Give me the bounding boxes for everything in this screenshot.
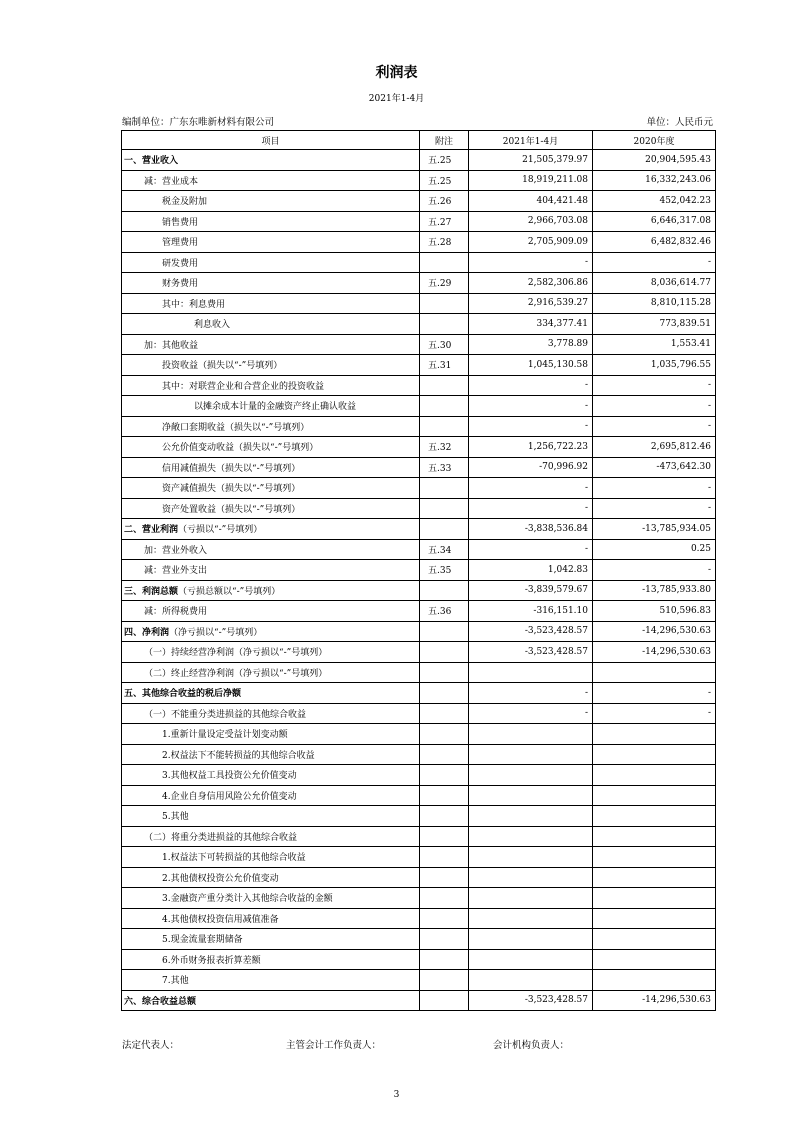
table-row [122,457,716,478]
row-value-2020 [593,826,716,847]
row-value-2021: 334,377.41 [469,314,593,335]
row-item [122,908,420,929]
table-row [122,765,716,786]
row-value-2021: 2,966,703.08 [469,211,593,232]
table-row [122,806,716,827]
row-item [122,252,420,273]
row-value-2021: -3,523,428.57 [469,621,593,642]
row-item [122,293,420,314]
row-note [420,888,469,909]
row-note [420,826,469,847]
row-item-label: 利息收入 [194,320,231,331]
row-value-2020: - [593,683,716,704]
row-note [420,949,469,970]
row-value-2020: 6,646,317.08 [593,211,716,232]
row-note: 五.31 [420,355,469,376]
table-row [122,908,716,929]
table-row [122,703,716,724]
row-item-label: 信用减值损失（损失以“-”号填列） [162,463,301,474]
row-value-2020: - [593,416,716,437]
row-note: 五.29 [420,273,469,294]
row-note [420,621,469,642]
row-item-label: 财务费用 [162,279,199,290]
row-value-2021: - [469,539,593,560]
row-value-2021: 18,919,211.08 [469,170,593,191]
row-value-2021: - [469,416,593,437]
row-item-label: （亏损总额以“-”号填列） [178,586,281,597]
row-item-label: 资产减值损失（损失以“-”号填列） [162,484,301,495]
row-note [420,314,469,335]
row-value-2021 [469,806,593,827]
row-note [420,929,469,950]
row-note: 五.36 [420,601,469,622]
row-item-label: 3.金融资产重分类计入其他综合收益的金额 [162,894,333,905]
row-note [420,519,469,540]
accounting-org-head-label: 会计机构负责人： [493,1040,570,1051]
row-item-label: 以摊余成本计量的金融资产终止确认收益 [194,402,357,413]
row-note [420,847,469,868]
row-note: 五.35 [420,560,469,581]
row-note [420,375,469,396]
row-item [122,929,420,950]
row-value-2021 [469,949,593,970]
row-value-2020: -14,296,530.63 [593,990,716,1011]
header-2021: 2021年1-4月 [469,131,593,150]
row-item [122,744,420,765]
row-item-label: （一）不能重分类进损益的其他综合收益 [144,709,307,720]
row-value-2021: -316,151.10 [469,601,593,622]
header-item: 项目 [122,131,420,150]
row-value-2021 [469,826,593,847]
row-value-2021 [469,867,593,888]
row-item-label: 减：所得税费用 [144,607,208,618]
row-item [122,703,420,724]
table-row [122,601,716,622]
row-item [122,232,420,253]
row-value-2021: 1,045,130.58 [469,355,593,376]
table-row [122,867,716,888]
row-item [122,826,420,847]
row-item [122,355,420,376]
row-item-label: 净敞口套期收益（损失以“-”号填列） [162,422,310,433]
row-item [122,314,420,335]
row-note [420,990,469,1011]
row-item [122,847,420,868]
row-item [122,334,420,355]
row-note [420,416,469,437]
row-value-2020: - [593,498,716,519]
row-item [122,888,420,909]
row-item-label: （亏损以“-”号填列） [178,525,263,536]
income-statement-table [121,130,716,1011]
row-note [420,867,469,888]
row-note [420,703,469,724]
row-value-2021 [469,847,593,868]
table-row [122,888,716,909]
row-item-label: 2.其他债权投资公允价值变动 [162,873,279,884]
legal-representative-label: 法定代表人： [122,1040,180,1051]
report-period: 2021年1-4月 [368,94,425,104]
table-row [122,252,716,273]
row-note: 五.33 [420,457,469,478]
row-value-2021 [469,744,593,765]
row-item-label: （一）持续经营净利润（净亏损以“-”号填列） [144,648,328,659]
row-value-2021 [469,888,593,909]
row-item-label: 其中：对联营企业和合营企业的投资收益 [162,381,325,392]
table-row [122,929,716,950]
row-note [420,580,469,601]
row-value-2021: - [469,703,593,724]
row-value-2021: - [469,375,593,396]
row-note [420,683,469,704]
row-value-2021: - [469,396,593,417]
row-note: 五.30 [420,334,469,355]
row-value-2021: 1,042.83 [469,560,593,581]
row-item-label: 资产处置收益（损失以“-”号填列） [162,504,301,515]
table-row [122,621,716,642]
row-value-2021: 2,582,306.86 [469,273,593,294]
row-item [122,211,420,232]
table-row [122,498,716,519]
row-value-2020 [593,908,716,929]
table-row [122,150,716,171]
row-value-2021: - [469,683,593,704]
row-value-2020: 2,695,812.46 [593,437,716,458]
row-item [122,621,420,642]
row-value-2020: -473,642.30 [593,457,716,478]
row-value-2021: - [469,478,593,499]
row-note [420,642,469,663]
row-item [122,662,420,683]
row-value-2021: 3,778.89 [469,334,593,355]
row-value-2020: -14,296,530.63 [593,642,716,663]
row-value-2020 [593,785,716,806]
row-note [420,396,469,417]
row-item-label: （二）将重分类进损益的其他综合收益 [144,832,298,843]
row-note: 五.32 [420,437,469,458]
row-item-heading: 三、利润总额 [124,586,179,597]
row-value-2020: 16,332,243.06 [593,170,716,191]
row-item-heading: 五、其他综合收益的税后净额 [124,689,242,700]
row-note [420,785,469,806]
row-item [122,375,420,396]
row-value-2020 [593,765,716,786]
row-item [122,970,420,991]
row-item-label: 加：其他收益 [144,340,199,351]
row-item-label: 4.企业自身信用风险公允价值变动 [162,791,297,802]
row-item [122,560,420,581]
row-value-2020: -13,785,933.80 [593,580,716,601]
row-note [420,765,469,786]
row-item [122,601,420,622]
row-value-2020 [593,970,716,991]
row-item [122,806,420,827]
row-item-label: 税金及附加 [162,197,208,208]
row-item-label: 2.权益法下不能转损益的其他综合收益 [162,750,315,761]
table-row [122,375,716,396]
table-row [122,170,716,191]
table-row [122,826,716,847]
row-item [122,867,420,888]
row-note [420,908,469,929]
row-value-2020 [593,744,716,765]
row-value-2020 [593,662,716,683]
table-row [122,744,716,765]
row-note [420,293,469,314]
row-value-2021 [469,724,593,745]
row-item-heading: 一、营业收入 [124,156,179,167]
row-item-heading: 二、营业利润 [124,525,179,536]
row-value-2020: -13,785,934.05 [593,519,716,540]
table-row [122,355,716,376]
row-value-2021: -3,523,428.57 [469,642,593,663]
row-value-2021: 1,256,722.23 [469,437,593,458]
row-note: 五.26 [420,191,469,212]
table-row [122,437,716,458]
row-value-2021 [469,662,593,683]
row-item [122,478,420,499]
currency-unit: 单位：人民币元 [646,117,713,128]
row-item-label: 7.其他 [162,976,189,987]
row-item-label: 减：营业成本 [144,176,199,187]
row-item [122,949,420,970]
table-row [122,580,716,601]
row-value-2020 [593,949,716,970]
table-row [122,211,716,232]
row-note: 五.25 [420,150,469,171]
row-item-heading: 六、综合收益总额 [124,996,197,1007]
row-value-2020: - [593,478,716,499]
row-value-2021: -3,839,579.67 [469,580,593,601]
table-header-row [122,131,716,150]
row-item [122,990,420,1011]
row-value-2020 [593,724,716,745]
table-row [122,478,716,499]
row-item [122,170,420,191]
accounting-head-label: 主管会计工作负责人： [286,1040,382,1051]
row-item [122,396,420,417]
row-value-2020: 773,839.51 [593,314,716,335]
row-value-2020: 6,482,832.46 [593,232,716,253]
table-row [122,683,716,704]
row-value-2020: - [593,375,716,396]
row-note [420,806,469,827]
row-value-2020: - [593,703,716,724]
table-row [122,642,716,663]
row-value-2021: - [469,252,593,273]
row-value-2020: 1,035,796.55 [593,355,716,376]
row-value-2021: -70,996.92 [469,457,593,478]
table-row [122,314,716,335]
row-note [420,478,469,499]
row-value-2020 [593,929,716,950]
row-item [122,765,420,786]
row-value-2021: 404,421.48 [469,191,593,212]
row-item-label: （净亏损以“-”号填列） [169,627,263,638]
row-item [122,437,420,458]
row-value-2020: 452,042.23 [593,191,716,212]
row-note [420,724,469,745]
row-value-2020 [593,888,716,909]
table-row [122,519,716,540]
table-row [122,539,716,560]
row-note [420,744,469,765]
row-value-2020: -14,296,530.63 [593,621,716,642]
table-row [122,990,716,1011]
table-row [122,396,716,417]
row-note: 五.28 [420,232,469,253]
table-row [122,334,716,355]
table-row [122,970,716,991]
row-item-label: 4.其他债权投资信用减值准备 [162,914,279,925]
row-item-label: 5.现金流量套期储备 [162,935,243,946]
row-value-2020: 8,810,115.28 [593,293,716,314]
row-item-label: 销售费用 [162,217,199,228]
row-value-2021 [469,970,593,991]
table-row [122,662,716,683]
table-row [122,273,716,294]
row-item [122,539,420,560]
row-item-label: 公允价值变动收益（损失以“-”号填列） [162,443,319,454]
row-item [122,150,420,171]
row-item-label: 管理费用 [162,238,199,249]
row-value-2020 [593,867,716,888]
row-item-label: 5.其他 [162,812,189,823]
row-value-2020 [593,847,716,868]
row-note [420,662,469,683]
row-note: 五.25 [420,170,469,191]
row-value-2021 [469,908,593,929]
row-value-2021: - [469,498,593,519]
header-2020: 2020年度 [593,131,716,150]
table-row [122,724,716,745]
row-item [122,785,420,806]
table-row [122,785,716,806]
report-title: 利润表 [375,65,418,81]
row-item-label: 投资收益（损失以“-”号填列） [162,361,283,372]
row-value-2020 [593,806,716,827]
row-item-heading: 四、净利润 [124,627,170,638]
row-item-label: 减：营业外支出 [144,566,208,577]
table-row [122,560,716,581]
row-item-label: 6.外币财务报表折算差额 [162,955,261,966]
row-note: 五.27 [420,211,469,232]
row-item-label: 研发费用 [162,258,199,269]
row-value-2021: -3,523,428.57 [469,990,593,1011]
row-note [420,498,469,519]
row-note [420,970,469,991]
table-row [122,232,716,253]
header-note: 附注 [420,131,469,150]
row-item [122,457,420,478]
row-value-2020: - [593,396,716,417]
table-row [122,949,716,970]
row-value-2021 [469,765,593,786]
row-item-label: （二）终止经营净利润（净亏损以“-”号填列） [144,668,328,679]
row-value-2020: - [593,560,716,581]
row-item [122,683,420,704]
row-note [420,252,469,273]
row-item-label: 其中：利息费用 [162,299,226,310]
row-item [122,273,420,294]
row-item [122,642,420,663]
row-item [122,580,420,601]
row-value-2021 [469,785,593,806]
row-value-2020: - [593,252,716,273]
row-value-2021: -3,838,536.84 [469,519,593,540]
row-item [122,519,420,540]
table-row [122,416,716,437]
row-value-2020: 20,904,595.43 [593,150,716,171]
table-row [122,293,716,314]
row-item [122,191,420,212]
row-item [122,498,420,519]
row-value-2021: 21,505,379.97 [469,150,593,171]
row-item-label: 1.权益法下可转损益的其他综合收益 [162,853,306,864]
row-value-2020: 1,553.41 [593,334,716,355]
row-note: 五.34 [420,539,469,560]
row-value-2020: 510,596.83 [593,601,716,622]
row-item [122,416,420,437]
row-value-2021: 2,705,909.09 [469,232,593,253]
row-value-2021 [469,929,593,950]
row-value-2020: 0.25 [593,539,716,560]
row-value-2020: 8,036,614.77 [593,273,716,294]
table-row [122,191,716,212]
table-body [122,150,716,1011]
page-number: 3 [393,1090,400,1100]
row-item-label: 3.其他权益工具投资公允价值变动 [162,771,297,782]
row-item-label: 加：营业外收入 [144,545,208,556]
row-item [122,724,420,745]
company-name: 编制单位：广东东唯新材料有限公司 [122,117,275,128]
row-item-label: 1.重新计量设定受益计划变动额 [162,730,288,741]
table-row [122,847,716,868]
row-value-2021: 2,916,539.27 [469,293,593,314]
